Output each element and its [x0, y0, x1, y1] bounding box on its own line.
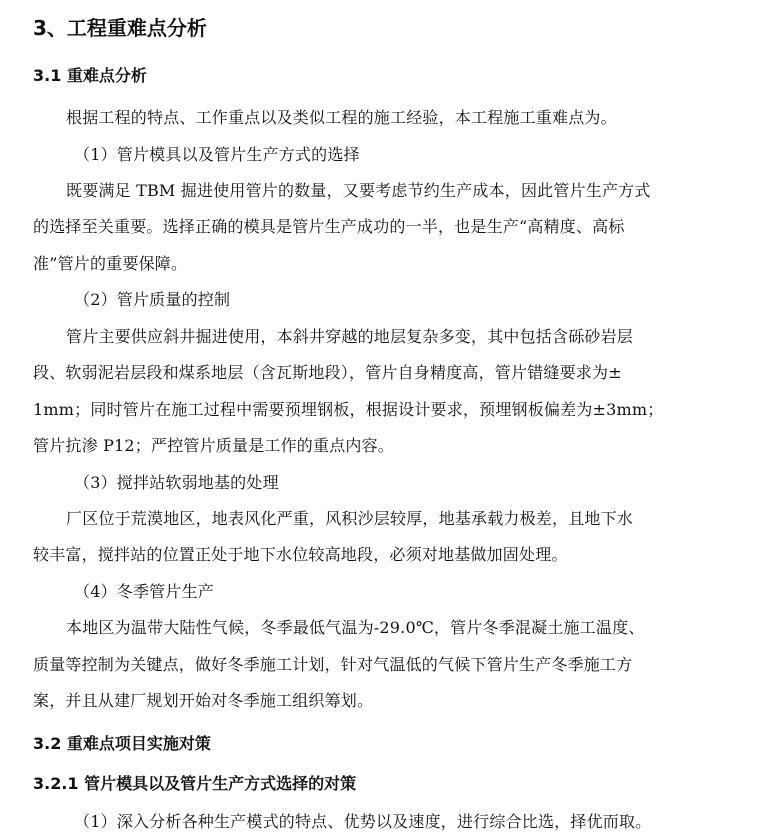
- item-1-line-1: 既要满足 TBM 掘进使用管片的数量，又要考虑节约生产成本，因此管片生产方式: [66, 181, 651, 200]
- item-4-line-2: 质量等控制为关键点，做好冬季施工计划，针对气温低的气候下管片生产冬季施工方: [33, 655, 633, 674]
- item-2-line-3: 1mm；同时管片在施工过程中需要预埋钢板，根据设计要求，预埋钢板偏差为±3mm；: [33, 400, 664, 419]
- strategy-item-1: （1）深入分析各种生产模式的特点、优势以及速度，进行综合比选，择优而取。: [74, 812, 652, 831]
- item-3-title: （3）搅拌站软弱地基的处理: [74, 473, 279, 492]
- item-3-line-1: 厂区位于荒漠地区，地表风化严重，风积沙层较厚，地基承载力极差，且地下水: [66, 509, 634, 528]
- item-4-line-1: 本地区为温带大陆性气候，冬季最低气温为-29.0℃，管片冬季混凝土施工温度、: [66, 618, 645, 637]
- item-2-line-4: 管片抗渗 P12；严控管片质量是工作的重点内容。: [33, 436, 395, 455]
- item-1-line-3: 准”管片的重要保障。: [33, 254, 188, 273]
- item-4-title: （4）冬季管片生产: [74, 582, 214, 601]
- item-1-line-2: 的选择至关重要。选择正确的模具是管片生产成功的一半，也是生产“高精度、高标: [33, 217, 625, 236]
- item-1-title: （1）管片模具以及管片生产方式的选择: [74, 145, 360, 164]
- item-2-line-1: 管片主要供应斜井掘进使用，本斜井穿越的地层复杂多变，其中包括含砾砂岩层: [66, 327, 634, 346]
- intro-paragraph: 根据工程的特点、工作重点以及类似工程的施工经验，本工程施工重难点为。: [66, 108, 617, 127]
- item-3-line-2: 较丰富，搅拌站的位置正处于地下水位较高地段，必须对地基做加固处理。: [33, 545, 568, 564]
- subsection-heading-3-2-1: 3.2.1 管片模具以及管片生产方式选择的对策: [33, 774, 357, 793]
- item-4-line-3: 案，并且从建厂规划开始对冬季施工组织筹划。: [33, 691, 374, 710]
- section-title: 3、工程重难点分析: [33, 16, 207, 40]
- subsection-heading-3-1: 3.1 重难点分析: [33, 66, 147, 85]
- item-2-title: （2）管片质量的控制: [74, 290, 231, 309]
- subsection-heading-3-2: 3.2 重难点项目实施对策: [33, 734, 211, 753]
- item-2-line-2: 段、软弱泥岩层段和煤系地层（含瓦斯地段），管片自身精度高，管片错缝要求为±: [33, 363, 622, 382]
